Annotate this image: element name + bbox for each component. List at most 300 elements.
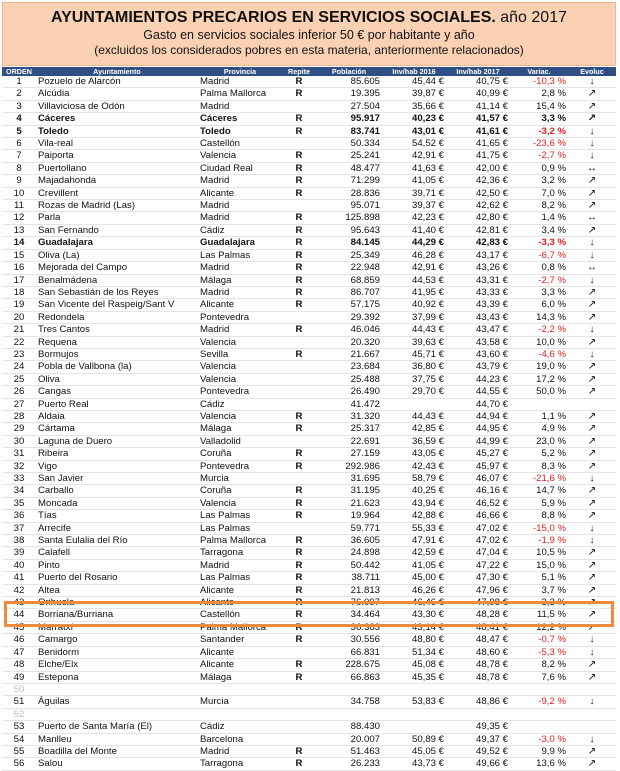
cell-prov: Las Palmas	[198, 572, 282, 584]
cell-pob: 36.605	[316, 535, 382, 547]
cell-i17: 44,70 €	[446, 398, 510, 410]
evolution-arrow-icon: ↗	[568, 311, 616, 323]
cell-ayto: Altea	[36, 584, 198, 596]
table-row	[2, 88, 616, 100]
cell-i17: 43,47 €	[446, 324, 510, 336]
cell-prov: Ciudad Real	[198, 162, 282, 174]
evolution-arrow-icon: ↗	[568, 547, 616, 559]
cell-i17	[446, 683, 510, 695]
evolution-arrow-icon: ↗	[568, 671, 616, 683]
cell-ayto: Aldaia	[36, 410, 198, 422]
evolution-arrow-icon: ↗	[568, 423, 616, 435]
cell-rep	[282, 373, 316, 385]
table-row	[2, 150, 616, 162]
cell-rep: R	[282, 559, 316, 571]
cell-ord: 36	[2, 510, 36, 522]
cell-var: -21,6 %	[510, 473, 568, 485]
table-row	[2, 311, 616, 323]
cell-pob: 26.233	[316, 758, 382, 770]
cell-ord: 21	[2, 324, 36, 336]
cell-prov: Madrid	[198, 559, 282, 571]
table-row	[2, 683, 616, 695]
cell-rep: R	[282, 634, 316, 646]
table-row	[2, 721, 616, 733]
cell-ayto: San Sebastián de los Reyes	[36, 286, 198, 298]
cell-rep: R	[282, 497, 316, 509]
cell-rep: R	[282, 262, 316, 274]
table-row	[2, 621, 616, 633]
cell-rep: R	[282, 125, 316, 137]
cell-i17: 47,22 €	[446, 559, 510, 571]
cell-prov: Castellón	[198, 609, 282, 621]
evolution-arrow-icon: ↓	[568, 348, 616, 360]
cell-i17: 43,17 €	[446, 249, 510, 261]
cell-i17: 43,79 €	[446, 361, 510, 373]
cell-rep	[282, 696, 316, 708]
table-row	[2, 485, 616, 497]
cell-i17: 40,99 €	[446, 88, 510, 100]
cell-i16	[382, 708, 446, 720]
cell-var	[510, 683, 568, 695]
cell-prov: Pontevedra	[198, 386, 282, 398]
cell-rep: R	[282, 274, 316, 286]
cell-pob: 34.464	[316, 609, 382, 621]
evolution-arrow-icon: ↗	[568, 485, 616, 497]
cell-prov: Valencia	[198, 410, 282, 422]
cell-var: 8,2 %	[510, 200, 568, 212]
cell-rep: R	[282, 348, 316, 360]
cell-i16: 43,14 €	[382, 621, 446, 633]
cell-i17: 47,04 €	[446, 547, 510, 559]
cell-ord: 9	[2, 175, 36, 187]
evolution-arrow-icon: ↗	[568, 386, 616, 398]
cell-i17: 44,94 €	[446, 410, 510, 422]
cell-ayto: Alcúdia	[36, 88, 198, 100]
cell-ord: 22	[2, 336, 36, 348]
cell-pob: 28.836	[316, 187, 382, 199]
cell-i17: 48,78 €	[446, 671, 510, 683]
cell-rep: R	[282, 88, 316, 100]
cell-ayto: Toledo	[36, 125, 198, 137]
cell-ayto: Paiporta	[36, 150, 198, 162]
cell-ord: 48	[2, 659, 36, 671]
cell-ayto: Requena	[36, 336, 198, 348]
cell-i16: 41,95 €	[382, 286, 446, 298]
cell-var: 4,9 %	[510, 423, 568, 435]
cell-var: -9,2 %	[510, 696, 568, 708]
evolution-arrow-icon: ↗	[568, 113, 616, 125]
cell-rep	[282, 100, 316, 112]
cell-prov: Madrid	[198, 745, 282, 757]
cell-i17: 49,35 €	[446, 721, 510, 733]
evolution-arrow-icon: ↗	[568, 410, 616, 422]
cell-i17: 41,57 €	[446, 113, 510, 125]
cell-i17: 49,52 €	[446, 745, 510, 757]
table-row	[2, 249, 616, 261]
cell-var: -3,0 %	[510, 733, 568, 745]
evolution-arrow-icon: ↓	[568, 237, 616, 249]
cell-pob: 19.395	[316, 88, 382, 100]
table-row	[2, 473, 616, 485]
cell-i17: 43,31 €	[446, 274, 510, 286]
cell-prov: Madrid	[198, 200, 282, 212]
table-row	[2, 671, 616, 683]
cell-ayto: Oliva (La)	[36, 249, 198, 261]
cell-ayto: Cangas	[36, 386, 198, 398]
table-row	[2, 162, 616, 174]
cell-rep	[282, 435, 316, 447]
cell-var: 0,8 %	[510, 262, 568, 274]
cell-var: -3,3 %	[510, 237, 568, 249]
cell-pob: 34.758	[316, 696, 382, 708]
cell-ayto: Marratxí	[36, 621, 198, 633]
evolution-arrow-icon: ↓	[568, 138, 616, 150]
cell-prov: Madrid	[198, 76, 282, 88]
evolution-arrow-icon: ↗	[568, 336, 616, 348]
col-ayuntamiento: Ayuntamiento	[36, 67, 198, 76]
cell-i16: 50,89 €	[382, 733, 446, 745]
cell-i16: 45,08 €	[382, 659, 446, 671]
cell-i17: 40,75 €	[446, 76, 510, 88]
cell-ayto: Boadilla del Monte	[36, 745, 198, 757]
cell-i17: 48,78 €	[446, 659, 510, 671]
cell-prov: Valencia	[198, 361, 282, 373]
table-row	[2, 113, 616, 125]
cell-var: 11,5 %	[510, 609, 568, 621]
cell-i17: 46,52 €	[446, 497, 510, 509]
table-body	[2, 76, 616, 770]
cell-var: 15,0 %	[510, 559, 568, 571]
cell-i16: 29,70 €	[382, 386, 446, 398]
cell-ord: 10	[2, 187, 36, 199]
cell-var: 10,0 %	[510, 336, 568, 348]
cell-pob: 88.430	[316, 721, 382, 733]
cell-ayto: Oliva	[36, 373, 198, 385]
cell-i17: 42,83 €	[446, 237, 510, 249]
cell-i17: 44,23 €	[446, 373, 510, 385]
cell-prov: Valencia	[198, 373, 282, 385]
cell-i16: 42,88 €	[382, 510, 446, 522]
cell-ord: 34	[2, 485, 36, 497]
cell-pob: 22.948	[316, 262, 382, 274]
cell-ord: 3	[2, 100, 36, 112]
cell-rep: R	[282, 547, 316, 559]
cell-ayto: San Fernando	[36, 224, 198, 236]
cell-prov: Valencia	[198, 497, 282, 509]
evolution-arrow-icon: ↗	[568, 758, 616, 770]
cell-rep: R	[282, 237, 316, 249]
cell-var: -15,0 %	[510, 522, 568, 534]
cell-pob: 46.046	[316, 324, 382, 336]
cell-i17: 43,58 €	[446, 336, 510, 348]
cell-prov: Madrid	[198, 262, 282, 274]
cell-ord: 47	[2, 646, 36, 658]
col-evolucion: Evoluc	[568, 67, 616, 76]
cell-var: -10,3 %	[510, 76, 568, 88]
cell-prov: Toledo	[198, 125, 282, 137]
cell-i16: 45,00 €	[382, 572, 446, 584]
evolution-arrow-icon	[568, 708, 616, 720]
cell-i16: 43,30 €	[382, 609, 446, 621]
cell-ord: 17	[2, 274, 36, 286]
cell-pob: 41.472	[316, 398, 382, 410]
cell-ayto: Parla	[36, 212, 198, 224]
cell-rep	[282, 138, 316, 150]
evolution-arrow-icon: ↗	[568, 435, 616, 447]
cell-i16: 35,66 €	[382, 100, 446, 112]
table-row	[2, 175, 616, 187]
cell-ayto: Vigo	[36, 460, 198, 472]
cell-ayto: Puertollano	[36, 162, 198, 174]
cell-prov: Guadalajara	[198, 237, 282, 249]
cell-pob: 95.643	[316, 224, 382, 236]
cell-i17: 47,02 €	[446, 535, 510, 547]
cell-var: 0,9 %	[510, 162, 568, 174]
cell-prov: Málaga	[198, 274, 282, 286]
cell-ayto: Orihuela	[36, 597, 198, 609]
cell-pob: 66.831	[316, 646, 382, 658]
report-title	[3, 9, 615, 27]
cell-ayto	[36, 683, 198, 695]
table-row	[2, 708, 616, 720]
cell-ord: 13	[2, 224, 36, 236]
evolution-arrow-icon: ↗	[568, 597, 616, 609]
cell-i17: 46,16 €	[446, 485, 510, 497]
cell-var: 7,0 %	[510, 187, 568, 199]
table-row	[2, 138, 616, 150]
evolution-arrow-icon: ↓	[568, 522, 616, 534]
table-row	[2, 535, 616, 547]
cell-var: 14,7 %	[510, 485, 568, 497]
cell-rep	[282, 733, 316, 745]
cell-i16: 46,46 €	[382, 597, 446, 609]
cell-rep	[282, 200, 316, 212]
cell-i16: 37,75 €	[382, 373, 446, 385]
cell-i16: 45,71 €	[382, 348, 446, 360]
cell-ord: 18	[2, 286, 36, 298]
cell-prov: Madrid	[198, 175, 282, 187]
cell-prov	[198, 708, 282, 720]
cell-pob: 292.986	[316, 460, 382, 472]
cell-rep: R	[282, 745, 316, 757]
cell-ayto: Camargo	[36, 634, 198, 646]
cell-pob: 125.898	[316, 212, 382, 224]
evolution-arrow-icon: ↓	[568, 249, 616, 261]
table-row	[2, 373, 616, 385]
table-row	[2, 634, 616, 646]
cell-pob: 24.898	[316, 547, 382, 559]
cell-i17: 43,26 €	[446, 262, 510, 274]
cell-ord: 37	[2, 522, 36, 534]
evolution-arrow-icon: ↗	[568, 584, 616, 596]
table-row	[2, 547, 616, 559]
evolution-arrow-icon	[568, 683, 616, 695]
cell-rep	[282, 646, 316, 658]
cell-ayto: Tías	[36, 510, 198, 522]
cell-i16: 42,23 €	[382, 212, 446, 224]
cell-pob: 20.320	[316, 336, 382, 348]
cell-ayto: Benidorm	[36, 646, 198, 658]
cell-ayto: Manlleu	[36, 733, 198, 745]
cell-var: -4,6 %	[510, 348, 568, 360]
cell-rep: R	[282, 448, 316, 460]
cell-ayto: Puerto Real	[36, 398, 198, 410]
cell-ayto: Rozas de Madrid (Las)	[36, 200, 198, 212]
cell-i16: 45,05 €	[382, 745, 446, 757]
cell-pob: 31.320	[316, 410, 382, 422]
table-row	[2, 696, 616, 708]
cell-ord: 33	[2, 473, 36, 485]
cell-var: 3,7 %	[510, 584, 568, 596]
cell-ayto: Vila-real	[36, 138, 198, 150]
evolution-arrow-icon: ↓	[568, 473, 616, 485]
cell-rep	[282, 473, 316, 485]
cell-rep: R	[282, 162, 316, 174]
cell-var: 8,8 %	[510, 510, 568, 522]
cell-ayto: Salou	[36, 758, 198, 770]
cell-var: 2,8 %	[510, 88, 568, 100]
cell-ord: 14	[2, 237, 36, 249]
cell-rep: R	[282, 410, 316, 422]
table-row	[2, 423, 616, 435]
evolution-arrow-icon	[568, 398, 616, 410]
table-header-row	[2, 67, 616, 76]
cell-pob: 48.477	[316, 162, 382, 174]
table-row	[2, 609, 616, 621]
cell-pob: 27.159	[316, 448, 382, 460]
cell-i16: 48,80 €	[382, 634, 446, 646]
cell-var	[510, 708, 568, 720]
table-row	[2, 200, 616, 212]
evolution-arrow-icon: ↗	[568, 745, 616, 757]
cell-rep	[282, 708, 316, 720]
col-orden: ORDEN	[2, 67, 36, 76]
cell-prov: Palma Mallorca	[198, 535, 282, 547]
cell-pob: 66.863	[316, 671, 382, 683]
evolution-arrow-icon: ↓	[568, 125, 616, 137]
cell-ord: 6	[2, 138, 36, 150]
evolution-arrow-icon: ↓	[568, 150, 616, 162]
cell-i16: 43,05 €	[382, 448, 446, 460]
cell-i16	[382, 683, 446, 695]
cell-ayto: Tres Cantos	[36, 324, 198, 336]
cell-var: 3,3 %	[510, 597, 568, 609]
cell-i17: 43,39 €	[446, 299, 510, 311]
cell-rep	[282, 386, 316, 398]
col-poblacion: Población	[316, 67, 382, 76]
evolution-arrow-icon: ↓	[568, 535, 616, 547]
cell-i17: 47,30 €	[446, 572, 510, 584]
cell-pob: 50.442	[316, 559, 382, 571]
cell-ayto	[36, 708, 198, 720]
cell-ord: 43	[2, 597, 36, 609]
cell-ayto: Carballo	[36, 485, 198, 497]
evolution-arrow-icon: ↗	[568, 187, 616, 199]
evolution-arrow-icon: ↗	[568, 559, 616, 571]
cell-ord: 54	[2, 733, 36, 745]
cell-prov: Valladolid	[198, 435, 282, 447]
cell-var: 9,9 %	[510, 745, 568, 757]
cell-ord: 46	[2, 634, 36, 646]
cell-rep: R	[282, 324, 316, 336]
evolution-arrow-icon: ↓	[568, 76, 616, 88]
cell-ord: 15	[2, 249, 36, 261]
cell-rep: R	[282, 76, 316, 88]
cell-ord: 19	[2, 299, 36, 311]
cell-i16: 46,28 €	[382, 249, 446, 261]
cell-prov: Pontevedra	[198, 460, 282, 472]
cell-i16: 46,26 €	[382, 584, 446, 596]
cell-ayto: Villaviciosa de Odón	[36, 100, 198, 112]
cell-pob: 51.463	[316, 745, 382, 757]
cell-prov: Murcia	[198, 696, 282, 708]
evolution-arrow-icon: ↓	[568, 634, 616, 646]
cell-var: 13,6 %	[510, 758, 568, 770]
cell-ord: 49	[2, 671, 36, 683]
cell-pob: 31.195	[316, 485, 382, 497]
table-row	[2, 745, 616, 757]
cell-i16: 47,91 €	[382, 535, 446, 547]
cell-var: 3,2 %	[510, 175, 568, 187]
cell-pob: 95.917	[316, 113, 382, 125]
cell-prov: Palma Mallorca	[198, 621, 282, 633]
cell-i17: 47,98 €	[446, 597, 510, 609]
table-row	[2, 584, 616, 596]
table-row	[2, 348, 616, 360]
cell-ayto: Mejorada del Campo	[36, 262, 198, 274]
cell-var: -5,3 %	[510, 646, 568, 658]
cell-ord: 31	[2, 448, 36, 460]
cell-prov: Madrid	[198, 324, 282, 336]
table-row	[2, 522, 616, 534]
table-row	[2, 510, 616, 522]
table-row	[2, 336, 616, 348]
cell-i16: 41,63 €	[382, 162, 446, 174]
table-row	[2, 398, 616, 410]
cell-i16: 40,25 €	[382, 485, 446, 497]
cell-prov: Sevilla	[198, 348, 282, 360]
cell-ord: 1	[2, 76, 36, 88]
cell-prov: Cáceres	[198, 113, 282, 125]
cell-i16: 39,63 €	[382, 336, 446, 348]
table-row	[2, 410, 616, 422]
report-subtitle: Gasto en servicios sociales inferior 50 € por habitante y año	[143, 28, 475, 42]
col-variacion: Variac.	[510, 67, 568, 76]
cell-prov: Málaga	[198, 671, 282, 683]
cell-ord: 44	[2, 609, 36, 621]
evolution-arrow-icon: ↗	[568, 510, 616, 522]
table-row	[2, 125, 616, 137]
cell-ayto: Puerto de Santa María (El)	[36, 721, 198, 733]
col-repite: Repite	[282, 67, 316, 76]
cell-rep: R	[282, 249, 316, 261]
cell-ayto: Arrecife	[36, 522, 198, 534]
cell-ord: 41	[2, 572, 36, 584]
cell-ord: 52	[2, 708, 36, 720]
cell-ayto: Cáceres	[36, 113, 198, 125]
table-row	[2, 262, 616, 274]
cell-i16: 42,85 €	[382, 423, 446, 435]
cell-pob: 25.317	[316, 423, 382, 435]
cell-pob: 30.556	[316, 634, 382, 646]
evolution-arrow-icon: ↗	[568, 299, 616, 311]
cell-var: 7,6 %	[510, 671, 568, 683]
cell-rep	[282, 361, 316, 373]
cell-rep: R	[282, 535, 316, 547]
cell-ord: 28	[2, 410, 36, 422]
cell-i17: 47,96 €	[446, 584, 510, 596]
cell-rep	[282, 721, 316, 733]
